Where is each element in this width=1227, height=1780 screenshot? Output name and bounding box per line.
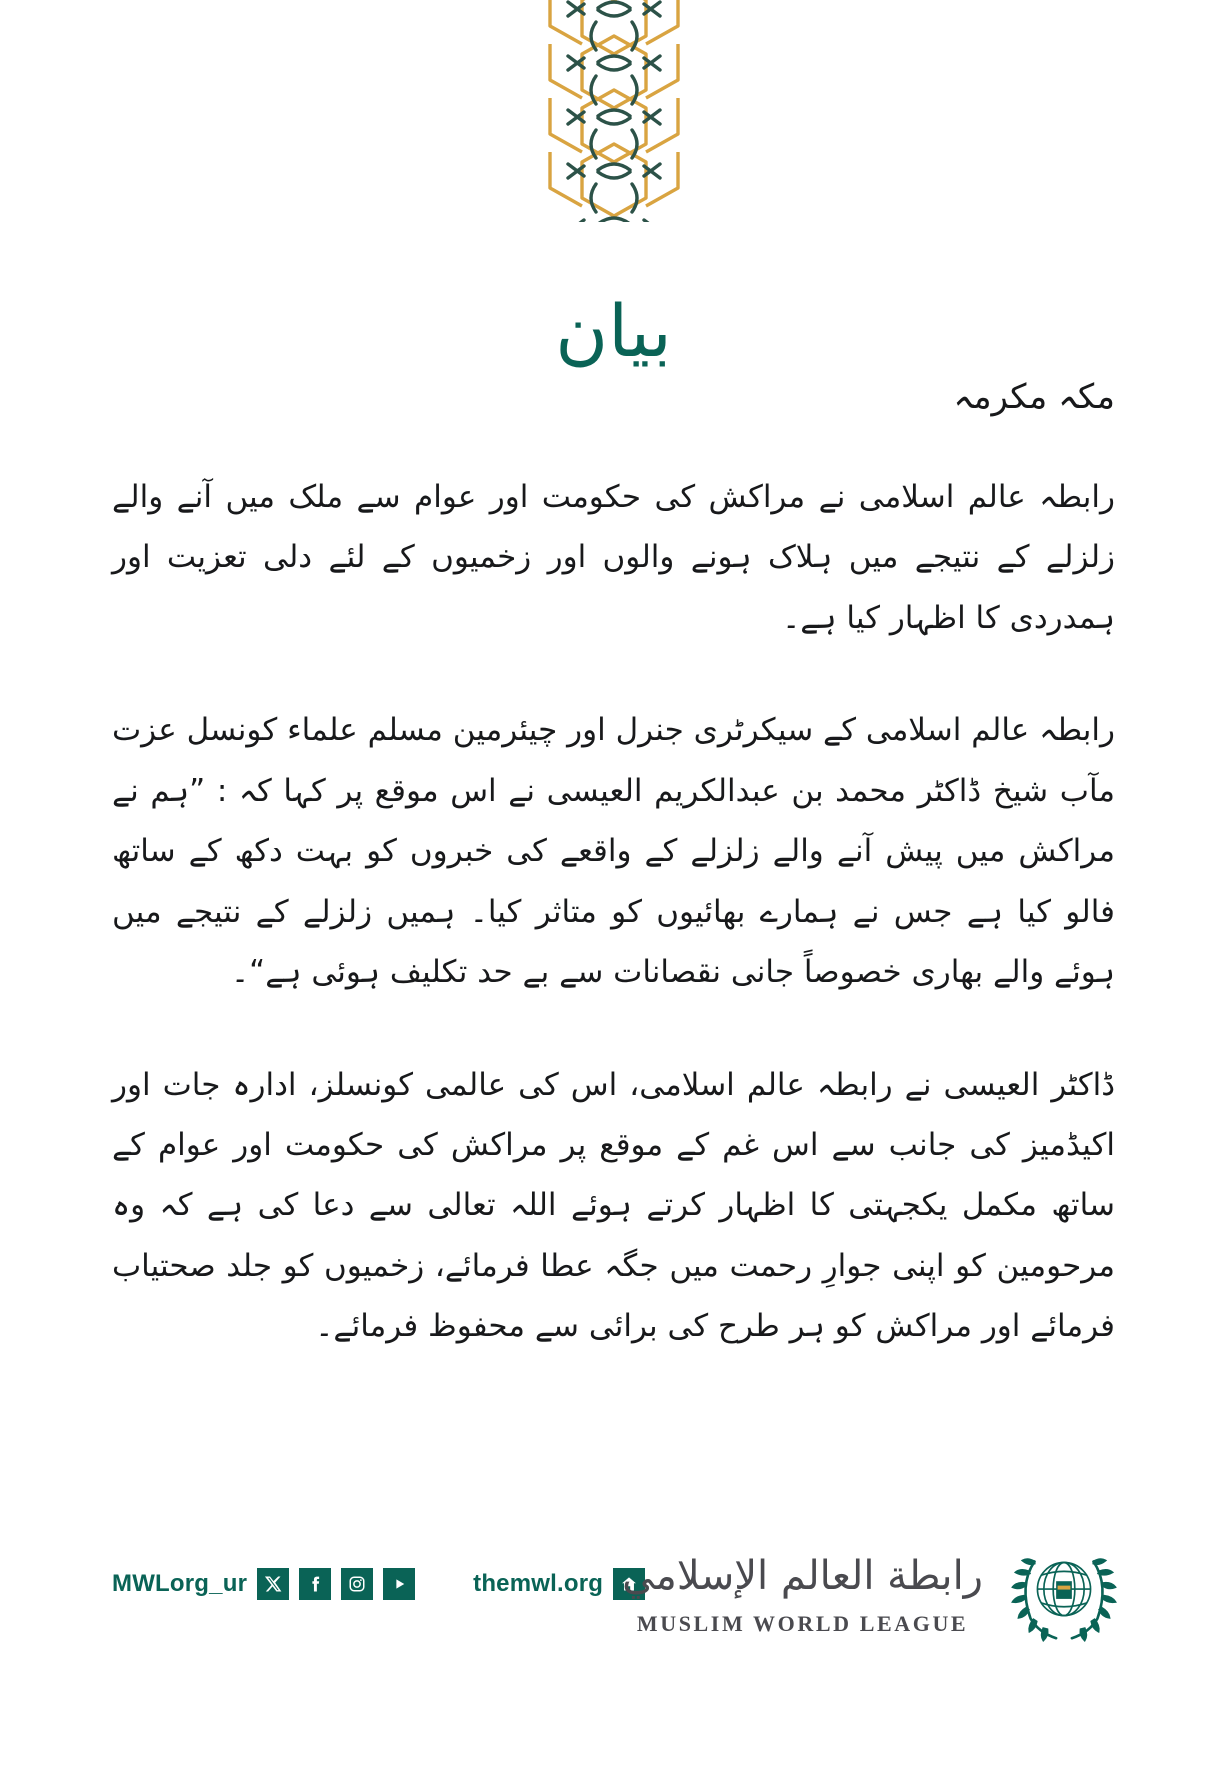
statement-paragraph: رابطہ عالم اسلامی کے سیکرٹری جنرل اور چیئرمین مسلم علماء کونسل عزت مآب شیخ ڈاکٹر محمد بن عبدالکریم العیسی نے اس موقع پر کہا کہ : ”ہم نے مراکش میں پیش آنے والے زلزلے کے واقعے کی خبروں کو بہت دکھ کے ساتھ فالو کیا ہے جس نے ہمارے بھائیوں کو متاثر کیا۔ ہمیں زلزلے کے نتیجے میں ہوئے والے بھاری خصوصاً جانی نقصانات سے بے حد تکلیف ہوئی ہے“۔ — [112, 712, 1115, 991]
instagram-icon[interactable] — [341, 1568, 373, 1600]
instagram-glyph — [348, 1575, 366, 1593]
islamic-geometric-hexagon-pattern-icon — [546, 0, 682, 222]
mwl-arabic-name: رابطة العالم الإسلامي — [622, 1553, 983, 1599]
website-group — [473, 1568, 645, 1600]
statement-body — [112, 372, 1115, 1357]
statement-paragraph: رابطہ عالم اسلامی نے مراکش کی حکومت اور عوام سے ملک میں آنے والے زلزلے کے نتیجے میں ہلاک ہونے والوں اور زخمیوں کے لئے دلی تعزیت اور ہمدردی کا اظہار کیا ہے۔ — [112, 479, 1115, 636]
social-media-group — [112, 1568, 415, 1600]
dateline: مکہ مکرمہ — [953, 377, 1115, 417]
youtube-icon[interactable] — [383, 1568, 415, 1600]
statement-paragraph: ڈاکٹر العیسی نے رابطہ عالم اسلامی، اس کی عالمی کونسلز، ادارہ جات اور اکیڈمیز کی جانب سے اس غم کے موقع پر مراکش کی حکومت اور عوام کے ساتھ مکمل یکجہتی کا اظہار کرتے ہوئے اللہ تعالی سے دعا کی ہے کہ وہ مرحومین کو اپنی جوارِ رحمت میں جگہ عطا فرمائے، زخمیوں کو جلد صحتیاب فرمائے اور مراکش کو ہر طرح کی برائی سے محفوظ فرمائے۔ — [112, 1066, 1115, 1345]
footer — [0, 1534, 1227, 1684]
youtube-play-glyph — [390, 1575, 408, 1593]
social-handle: MWLorg_ur — [112, 1570, 248, 1597]
facebook-glyph — [306, 1575, 324, 1593]
website-url: themwl.org — [473, 1570, 604, 1597]
mwl-wordmark — [622, 1549, 983, 1637]
mwl-globe-laurel-emblem-icon — [1005, 1534, 1123, 1652]
footer-links — [112, 1568, 645, 1600]
x-twitter-glyph — [264, 1575, 282, 1593]
facebook-icon[interactable] — [299, 1568, 331, 1600]
page-title: بیان — [555, 289, 672, 374]
mwl-english-name: MUSLIM WORLD LEAGUE — [636, 1611, 969, 1636]
header-ornament — [0, 0, 1227, 225]
mwl-logo — [622, 1534, 1123, 1652]
x-twitter-icon[interactable] — [257, 1568, 289, 1600]
